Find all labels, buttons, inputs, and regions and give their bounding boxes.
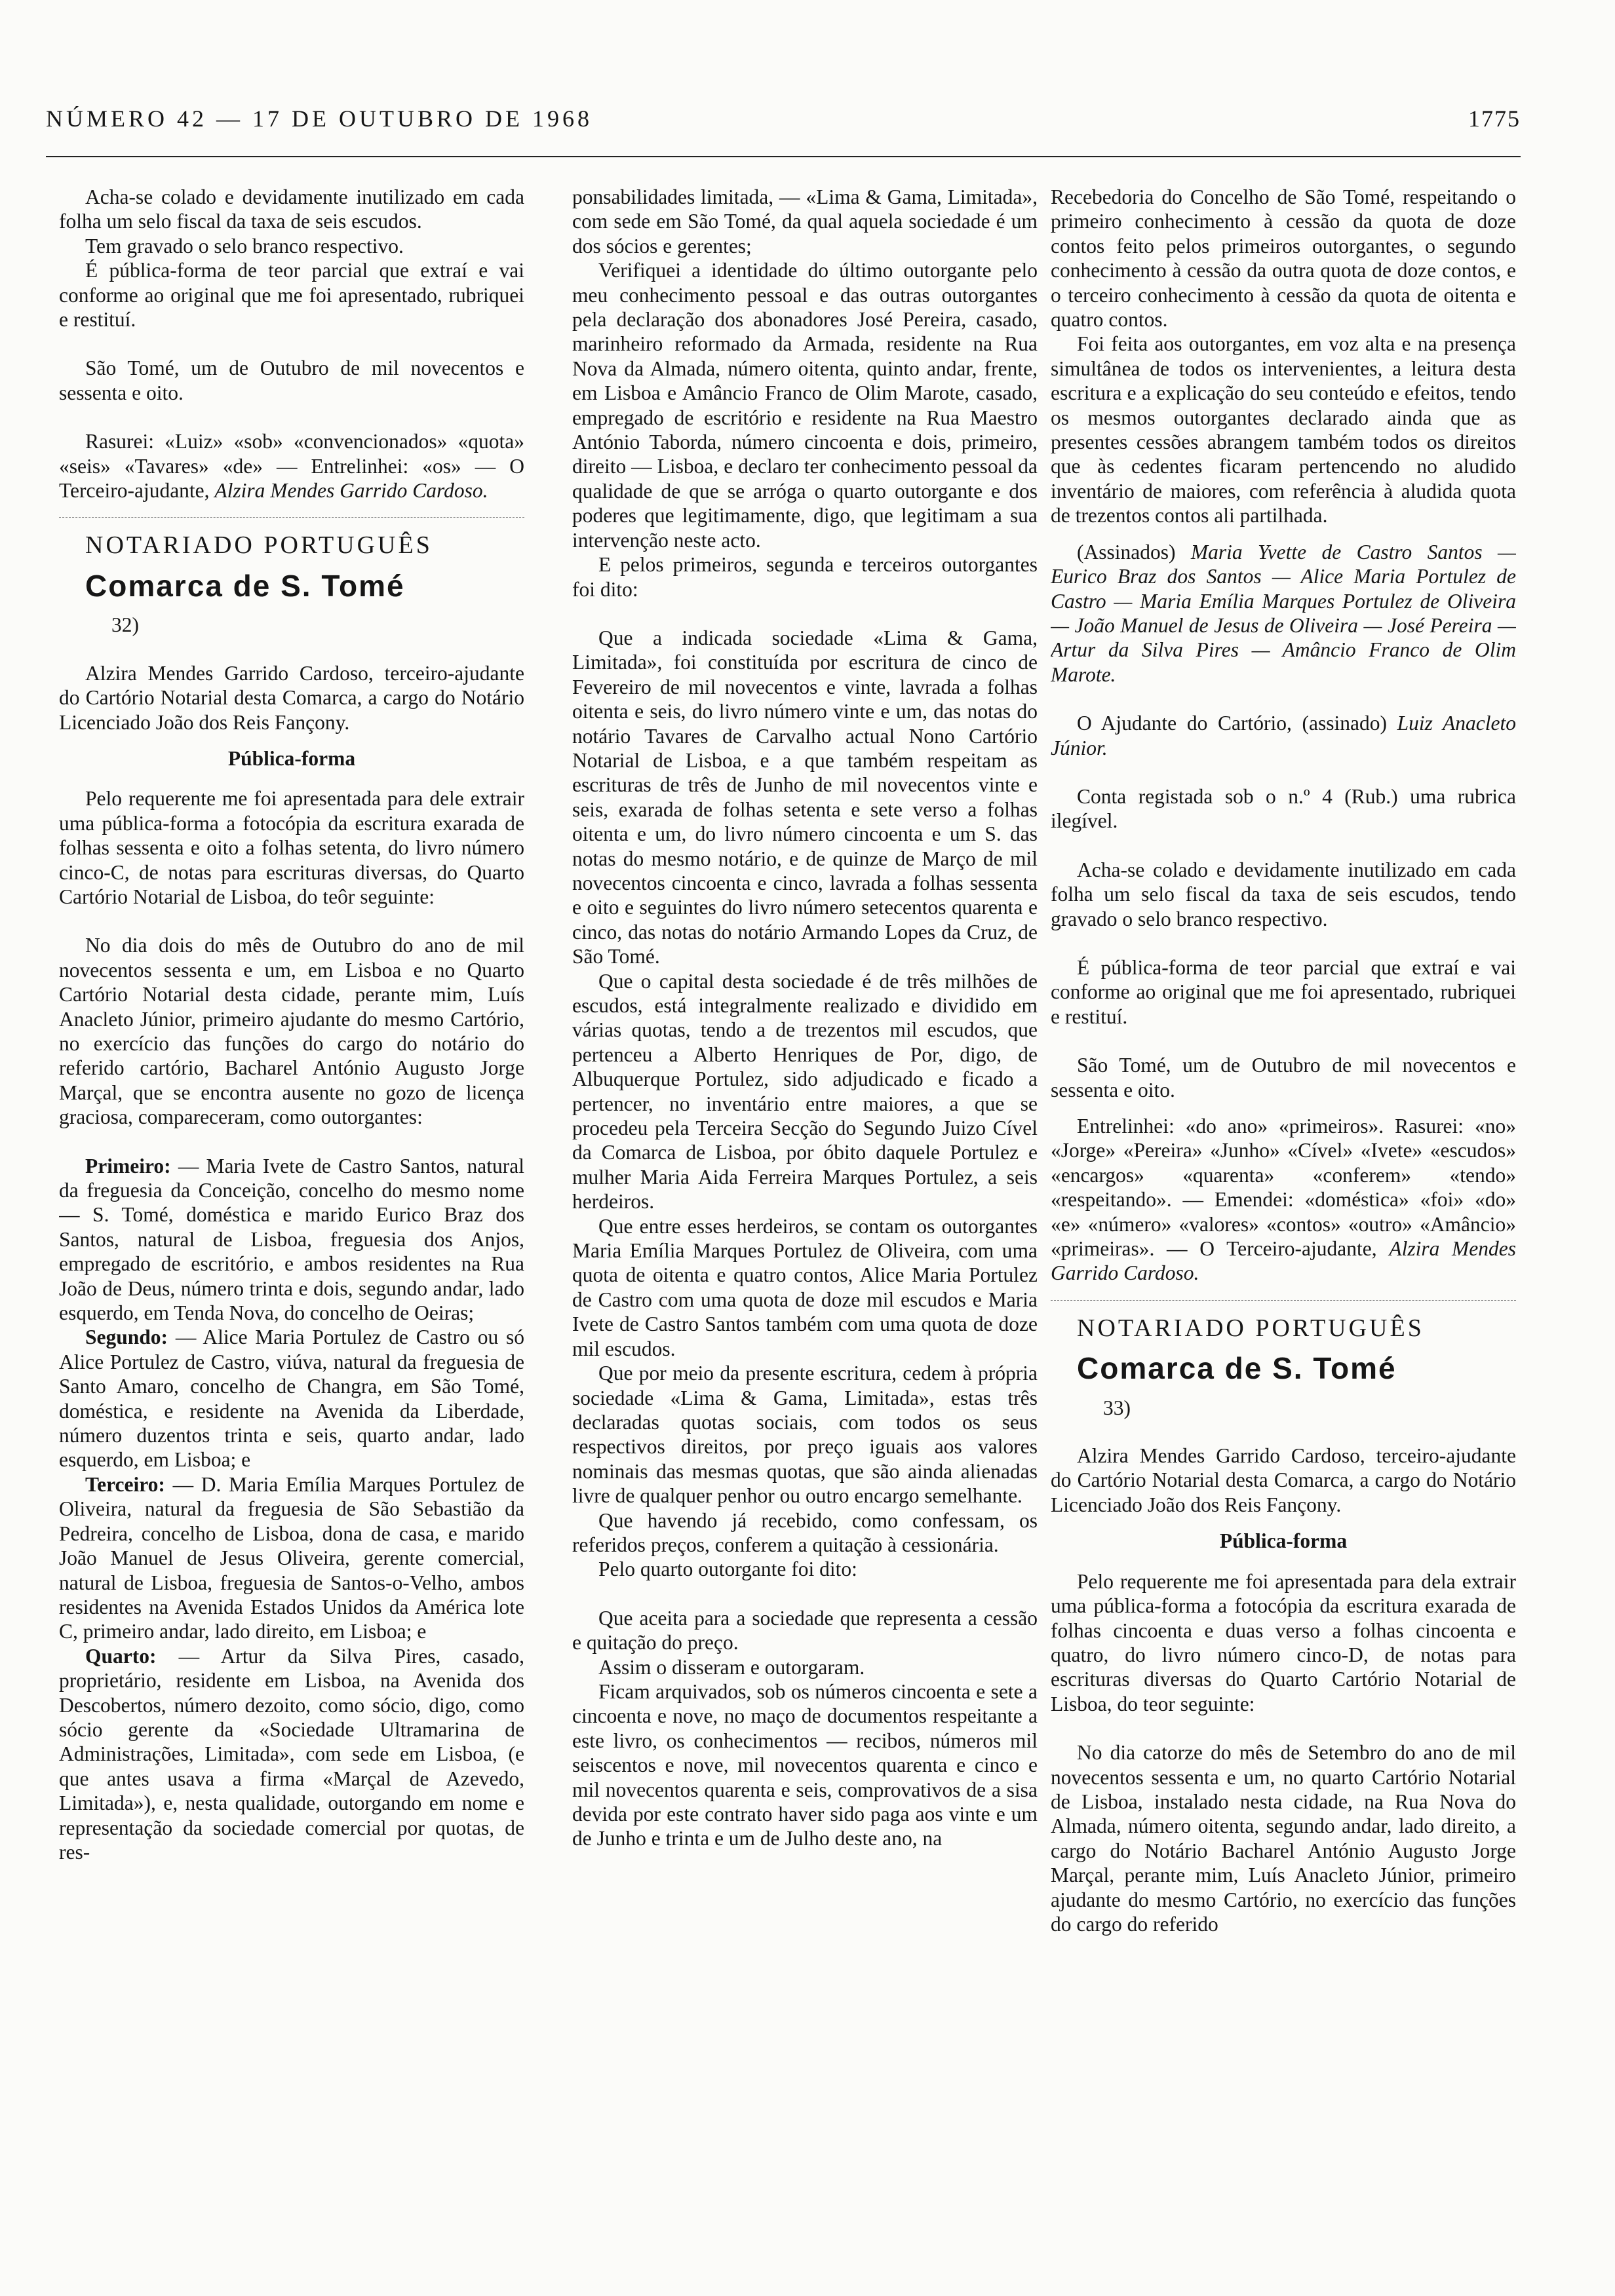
paragraph: Foi feita aos outorgantes, em voz alta e na presença simultânea de todos os intervenientes, a leitura desta escritura e a explicação do seu conteúdo e efeitos, tendo os mesmos outorgantes declarado ainda que as presentes cessões abrangem também todos os direitos que às cedentes ficaram pertencendo no aludido inventário de maiores, com referência à aludida quota de trezentos contos ali partilhada. — [1051, 332, 1516, 527]
label: (Assinados) — [1077, 540, 1176, 564]
paragraph: E pelos primeiros, segunda e terceiros outorgantes foi dito: — [572, 553, 1038, 601]
paragraph — [1051, 1114, 1516, 1286]
column-middle — [572, 185, 1038, 2275]
paragraph: Tem gravado o selo branco respectivo. — [85, 234, 404, 258]
text: — Alice Maria Portulez de Castro ou só Alice Portulez de Castro, viúva, natural da freguesia de Santo Amaro, concelho de Changra, em São Tomé, doméstica, e residente na Avenida da Liberdade, número duzentos trinta e seis, quarto andar, lado esquerdo, em Lisboa; e — [59, 1326, 524, 1472]
paragraph: Pelo requerente me foi apresentada para dela extrair uma pública-forma a fotocópia da escritura exarada de folhas cincoenta e duas verso a folhas cincoenta e quatro, do livro número cinco-D, de notas para escrituras diversas do Quarto Cartório Notarial de Lisboa, do teor seguinte: — [1051, 1569, 1516, 1715]
header-divider — [46, 156, 1521, 157]
paragraph: Que havendo já recebido, como confessam, os referidos preços, conferem a quitação à cessionária. — [572, 1508, 1038, 1556]
text: Entrelinhei: «do ano» «primeiros». Rasurei: «no» «Jorge» «Pereira» «Junho» «Cível» «Ivete» «escudos» «encargos» «quarenta» «conferem» «tendo» «respeitando». — Emendei: «doméstica» «foi» «do» «e» «número» «valores» «contos» «outro» «Amâncio» «primeiras». — O Terceiro-ajudante, — [1051, 1115, 1516, 1261]
paragraph: São Tomé, um de Outubro de mil novecentos e sessenta e oito. — [59, 356, 524, 404]
section-comarca: Comarca de S. Tomé — [1077, 1351, 1397, 1386]
paragraph: Que por meio da presente escritura, cedem à própria sociedade «Lima & Gama, Limitada», estas três declaradas quotas sociais, com todos os seus respectivos direitos, por preço iguais aos valores nominais das mesmas quotas, que são ainda alienadas livre de qualquer penhor ou outro encargo semelhante. — [572, 1362, 1038, 1508]
subsection-title: Pública-forma — [227, 746, 356, 770]
paragraph: Que aceita para a sociedade que representa a cessão e quitação do preço. — [572, 1606, 1038, 1655]
paragraph: Pelo quarto outorgante foi dito: — [598, 1558, 857, 1581]
column-left — [59, 185, 524, 2275]
paragraph: Verifiquei a identidade do último outorgante pelo meu conhecimento pessoal e das outras outorgantes pela declaração dos abonadores José Pereira, casado, marinheiro reformado da Armada, residente na Rua Nova da Almada, número oitenta, quinto andar, frente, em Lisboa e Amâncio Franco de Olim Marote, casado, empregado de escritório e residente na Rua Maestro António Taborda, número cincoenta e dois, primeiro, direito — Lisboa, e declaro ter conhecimento pessoal da qualidade de que se arróga o quarto outorgante e dos poderes que legitimamente, digo, que legitimam a sua intervenção neste acto. — [572, 259, 1038, 552]
page-number: 1775 — [1468, 105, 1521, 132]
paragraph — [59, 429, 524, 503]
text: — D. Maria Emília Marques Portulez de Oliveira, natural da freguesia de São Sebastião da Pedreira, concelho de Lisboa, dona de casa, e marido João Manuel de Jesus Oliveira, gerente comercial, natural de Lisboa, freguesia de Santos-o-Velho, ambos residentes na Avenida Estados Unidos da América lote C, primeiro andar, lado direito, em Lisboa; e — [59, 1472, 524, 1643]
paragraph: É pública-forma de teor parcial que extraí e vai conforme ao original que me foi apresentado, rubriquei e restituí. — [59, 259, 524, 332]
paragraph — [1051, 540, 1516, 687]
paragraph: Alzira Mendes Garrido Cardoso, terceiro-ajudante do Cartório Notarial desta Comarca, a cargo do Notário Licenciado João dos Reis Fançony. — [59, 661, 524, 734]
paragraph: Assim o disseram e outorgaram. — [598, 1655, 865, 1679]
paragraph: Conta registada sob o n.º 4 (Rub.) uma rubrica ilegível. — [1051, 784, 1516, 833]
paragraph: Acha-se colado e devidamente inutilizado em cada folha um selo fiscal da taxa de seis escudos. — [59, 185, 524, 233]
paragraph — [59, 1644, 524, 1865]
label: Primeiro: — [85, 1154, 171, 1177]
paragraph — [59, 1325, 524, 1472]
section-number: 32) — [111, 613, 139, 637]
page-header — [46, 105, 1521, 151]
label: Terceiro: — [85, 1472, 165, 1496]
section-title: NOTARIADO PORTUGUÊS — [1077, 1314, 1424, 1342]
paragraph: Acha-se colado e devidamente inutilizado em cada folha um selo fiscal da taxa de seis escudos, tendo gravado o selo branco respectivo. — [1051, 858, 1516, 930]
paragraph: Recebedoria do Concelho de São Tomé, respeitando o primeiro conhecimento à cessão da quota de doze contos feito pelos primeiros outorgantes, o segundo conhecimento à cessão da outra quota de doze contos, e o terceiro conhecimento à cessão da quota de oitenta e quatro contos. — [1051, 185, 1516, 332]
paragraph: Pelo requerente me foi apresentada para dele extrair uma pública-forma a fotocópia da escritura exarada de folhas sessenta e oito a folhas setenta, do livro número cinco-C, de notas para escrituras diversas, do Quarto Cartório Notarial de Lisboa, do teôr seguinte: — [59, 787, 524, 908]
paragraph: No dia dois do mês de Outubro do ano de mil novecentos sessenta e um, em Lisboa e no Quarto Cartório Notarial desta cidade, perante mim, Luís Anacleto Júnior, primeiro ajudante do mesmo Cartório, no exercício das funções do cargo do notário do referido cartório, Bacharel António Augusto Jorge Marçal, que se encontra ausente no gozo de licença graciosa, compareceram, como outorgantes: — [59, 934, 524, 1129]
section-title: NOTARIADO PORTUGUÊS — [85, 531, 433, 560]
paragraph: No dia catorze do mês de Setembro do ano de mil novecentos sessenta e um, no quarto Cartório Notarial de Lisboa, instalado nesta cidade, na Rua Nova do Almada, número oitenta, segundo andar, lado direito, a cargo do Notário Bacharel António Augusto Jorge Marçal, perante mim, Luís Anacleto Júnior, primeiro ajudante do mesmo Cartório, no exercício das funções do cargo do referido — [1051, 1741, 1516, 1936]
paragraph: Que entre esses herdeiros, se contam os outorgantes Maria Emília Marques Portulez de Oliveira, com uma quota de oitenta e quatro contos, Alice Maria Portulez de Castro com uma quota de doze mil escudos e Maria Ivete de Castro Santos também com uma quota de doze mil escudos. — [572, 1214, 1038, 1360]
paragraph: ponsabilidades limitada, — «Lima & Gama, Limitada», com sede em São Tomé, da qual aquela sociedade é um dos sócios e gerentes; — [572, 185, 1038, 258]
section-divider — [1051, 1300, 1516, 1301]
paragraph: Ficam arquivados, sob os números cincoenta e sete a cincoenta e nove, no maço de documentos respeitante a este livro, os conhecimentos — recibos, números mil seiscentos e nove, mil novecentos quarenta e cinco e mil novecentos quarenta e seis, comprovativos de a sisa devida por este contrato haver sido paga aos vinte e um de Junho e trinta e um de Julho deste ano, na — [572, 1679, 1038, 1850]
section-divider — [59, 517, 524, 518]
paragraph — [59, 1154, 524, 1326]
paragraph: Alzira Mendes Garrido Cardoso, terceiro-ajudante do Cartório Notarial desta Comarca, a cargo do Notário Licenciado João dos Reis Fançony. — [1051, 1444, 1516, 1516]
section-comarca: Comarca de S. Tomé — [85, 568, 405, 603]
paragraph — [1051, 711, 1516, 760]
paragraph — [59, 1472, 524, 1644]
paragraph: São Tomé, um de Outubro de mil novecentos e sessenta e oito. — [1051, 1054, 1516, 1101]
text: O Ajudante do Cartório, (assinado) — [1077, 712, 1387, 735]
text: Rasurei: «Luiz» «sob» «convencionados» «quota» «seis» «Tavares» «de» — Entrelinhei: «os» — O Terceiro-ajudante, — [59, 430, 524, 503]
subsection-title: Pública-forma — [1219, 1529, 1348, 1553]
issue-title: NÚMERO 42 — 17 DE OUTUBRO DE 1968 — [46, 105, 593, 132]
column-right — [1051, 185, 1516, 2275]
signature: Alzira Mendes Garrido Cardoso. — [1051, 1237, 1516, 1285]
signatures: Maria Yvette de Castro Santos — Eurico Braz dos Santos — Alice Maria Portulez de Castro — Maria Emília Marques Portulez de Oliveira — João Manuel de Jesus de Oliveira — José Pereira — Artur da Silva Pires — Amâncio Franco de Olim Marote. — [1051, 540, 1516, 686]
text: — Maria Ivete de Castro Santos, natural da freguesia da Conceição, concelho do mesmo nome — S. Tomé, doméstica e marido Eurico Braz dos Santos, natural de Lisboa, freguesia dos Anjos, empregado de escritório, e ambos residentes na Rua João de Deus, número trinta e dois, segundo andar, lado esquerdo, em Tenda Nova, do concelho de Oeiras; — [59, 1154, 524, 1325]
paragraph: Que a indicada sociedade «Lima & Gama, Limitada», foi constituída por escritura de cinco de Fevereiro de mil novecentos e vinte, lavrada a folhas oitenta e seis, do livro número vinte e um, das notas do notário Tavares de Carvalho actual Nono Cartório Notarial de Lisboa, e a que também respeitam as escrituras de três de Junho de mil novecentos vinte e seis, exarada de folhas setenta e sete verso a folhas oitenta e um, do livro número cincoenta e um S. das notas do mesmo notário, e de quinze de Março de mil novecentos cincoenta e cinco, lavrada a folhas sessenta e oito e seguintes do livro número setecentos quarenta e cinco, das notas do notário Armando Lopes da Cruz, de São Tomé. — [572, 626, 1038, 968]
label: Quarto: — [85, 1644, 157, 1668]
label: Segundo: — [85, 1326, 168, 1349]
paragraph: É pública-forma de teor parcial que extraí e vai conforme ao original que me foi apresentado, rubriquei e restituí. — [1051, 955, 1516, 1028]
signature: Alzira Mendes Garrido Cardoso. — [214, 479, 488, 503]
signature: Luiz Anacleto Júnior. — [1051, 712, 1516, 759]
text: — Artur da Silva Pires, casado, proprietário, residente em Lisboa, na Avenida dos Descobertos, número dezoito, como sócio, digo, como sócio gerente da «Sociedade Ultramarina de Administrações, Limitada», com sede em Lisboa, (e que antes usava a firma «Marçal de Azevedo, Limitada»), e, nesta qualidade, outorgando em nome e representação da sociedade comercial por quotas, de res- — [59, 1644, 524, 1864]
paragraph: Que o capital desta sociedade é de três milhões de escudos, está integralmente realizado e dividido em várias quotas, tendo a de trezentos mil escudos, que pertenceu a Alberto Henriques de Por, digo, de Albuquerque Portulez, sido adjudicado e ficado a pertencer, no inventário entre maiores, a que se procedeu pela Terceira Secção do Segundo Juizo Cível da Comarca de Lisboa, por óbito daquele Portulez e mulher Maria Aida Ferreira Marques Portulez, a seis herdeiros. — [572, 969, 1038, 1214]
section-number: 33) — [1103, 1396, 1131, 1419]
